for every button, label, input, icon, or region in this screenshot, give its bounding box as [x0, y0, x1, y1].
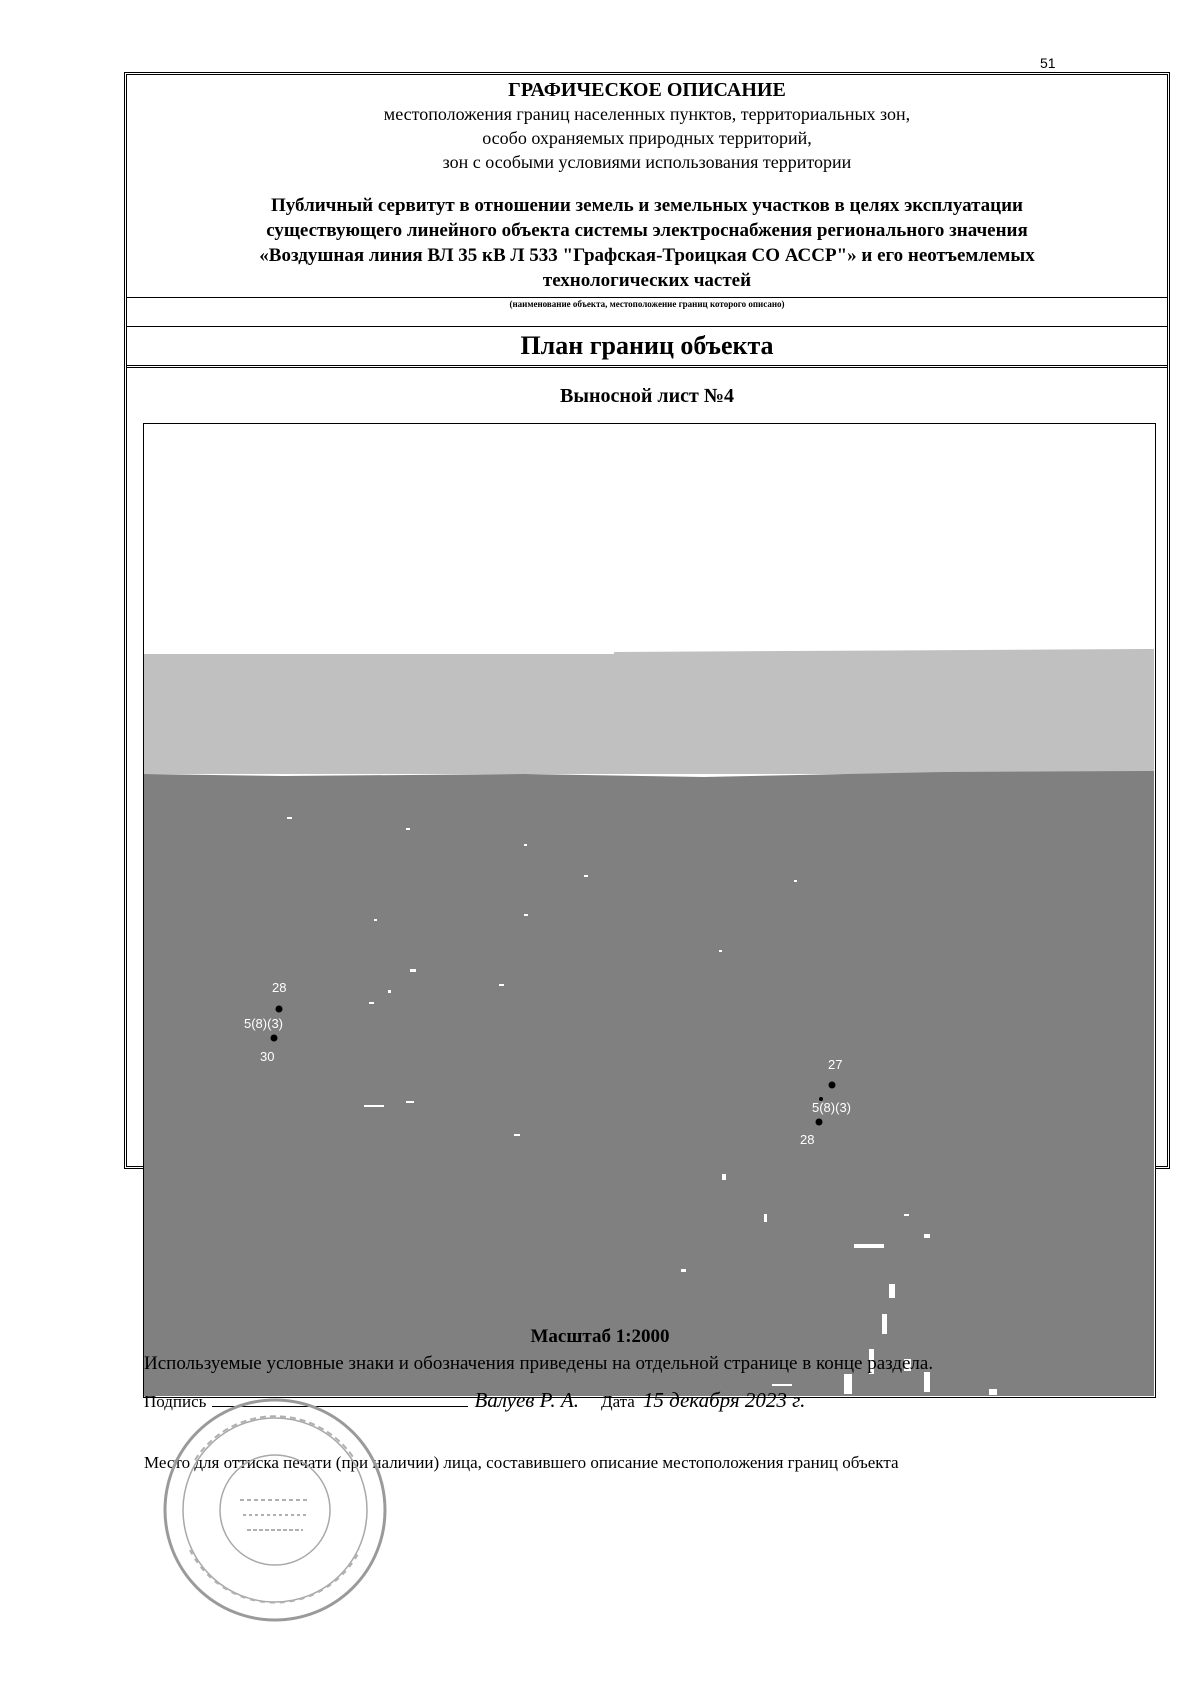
point-label: 28 — [800, 1132, 815, 1147]
object-name-line: технологических частей — [542, 270, 752, 291]
signer-name: Валуев Р. А. — [474, 1388, 579, 1412]
parcel-label: 5(8)(3) — [812, 1100, 852, 1115]
round-stamp — [155, 1390, 395, 1630]
sheet-title: Выносной лист №4 — [560, 385, 734, 407]
point-label: 30 — [260, 1049, 275, 1064]
point-label: 28 — [272, 980, 287, 995]
object-name-line: «Воздушная линия ВЛ 35 кВ Л 533 "Графская-Троицкая СО АССР"» и его неотъемлемых — [259, 245, 1035, 266]
date-value: 15 декабря 2023 г. — [642, 1388, 806, 1412]
scale-label: Масштаб 1:2000 — [530, 1326, 670, 1347]
plan-title: План границ объекта — [520, 331, 774, 360]
object-name-line: Публичный сервитут в отношении земель и земельных участков в целях эксплуатации — [271, 195, 1023, 216]
signature-label: Подпись — [144, 1392, 207, 1411]
document-title: ГРАФИЧЕСКОЕ ОПИСАНИЕ — [508, 79, 786, 101]
object-name-caption: (наименование объекта, местоположение границ которого описано) — [509, 299, 785, 309]
seal-note: Место для оттиска печати (при наличии) лица, составившего описание местоположения границ объекта — [144, 1453, 899, 1472]
subtitle-line: местоположения границ населенных пунктов, территориальных зон, — [383, 104, 911, 124]
legend-note: Используемые условные знаки и обозначения приведены на отдельной странице в конце раздела. — [144, 1353, 934, 1374]
object-name-line: существующего линейного объекта системы электроснабжения регионального значения — [266, 220, 1028, 241]
page-number: 51 — [1040, 55, 1056, 71]
subtitle-line: зон с особыми условиями использования территории — [442, 152, 852, 172]
date-label: Дата — [600, 1392, 635, 1411]
parcel-label: 5(8)(3) — [244, 1016, 284, 1031]
subtitle-line: особо охраняемых природных территорий, — [482, 128, 812, 148]
point-label: 27 — [828, 1057, 843, 1072]
